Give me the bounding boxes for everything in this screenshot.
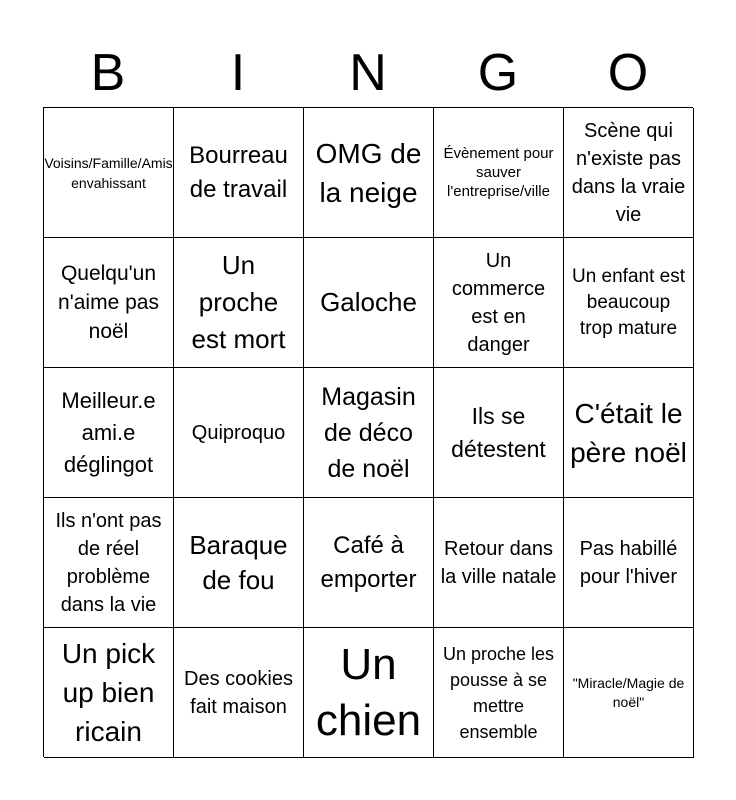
header-letter-n: N xyxy=(349,44,387,102)
bingo-cell-r4c2[interactable] xyxy=(174,498,304,628)
bingo-cell-r3c4[interactable] xyxy=(434,368,564,498)
header-letter-b: B xyxy=(90,44,126,102)
bingo-cell-text: Galoche xyxy=(320,287,417,317)
bingo-cell-r5c4[interactable] xyxy=(434,628,564,758)
bingo-cell-r3c1[interactable] xyxy=(44,368,174,498)
bingo-cell-r1c5[interactable] xyxy=(564,108,694,238)
bingo-cell-text: Voisins/Famille/Amis envahissant xyxy=(44,154,173,191)
bingo-cell-text: Pas habillé pour l'hiver xyxy=(579,537,678,588)
bingo-cell-r4c5[interactable] xyxy=(564,498,694,628)
bingo-cell-text: Retour dans la ville natale xyxy=(440,537,557,588)
bingo-cell-r2c2[interactable] xyxy=(174,238,304,368)
bingo-cell-text: Ils n'ont pas de réel problème dans la vie xyxy=(55,509,162,616)
bingo-cell-text: Un proche les pousse à se mettre ensemble xyxy=(442,643,555,742)
bingo-cell-text: Bourreau de travail xyxy=(189,141,288,203)
bingo-cell-text: Meilleur.e ami.e déglingot xyxy=(61,387,156,477)
bingo-cell-text: Un pick up bien ricain xyxy=(61,638,156,747)
bingo-cell-text: Des cookies fait maison xyxy=(184,667,293,718)
bingo-cell-text: Un chien xyxy=(315,639,422,745)
bingo-cell-text: Quiproquo xyxy=(191,421,286,444)
bingo-cell-text: Magasin de déco de noël xyxy=(321,382,416,483)
bingo-cell-r4c1[interactable] xyxy=(44,498,174,628)
bingo-cell-r4c3[interactable] xyxy=(304,498,434,628)
bingo-cell-r2c4[interactable] xyxy=(434,238,564,368)
header-letter-g: G xyxy=(477,44,519,102)
bingo-cell-r1c2[interactable] xyxy=(174,108,304,238)
bingo-cell-text: Un commerce est en danger xyxy=(451,249,546,356)
bingo-cell-r2c1[interactable] xyxy=(44,238,174,368)
bingo-cell-r3c2[interactable] xyxy=(174,368,304,498)
bingo-cell-r1c1[interactable] xyxy=(44,108,174,238)
bingo-cell-r5c3[interactable] xyxy=(304,628,434,758)
bingo-cell-r1c3[interactable] xyxy=(304,108,434,238)
bingo-cell-text: "Miracle/Magie de noël" xyxy=(572,674,685,710)
bingo-header xyxy=(43,40,693,106)
bingo-cell-text: Baraque de fou xyxy=(189,529,288,595)
bingo-cell-r1c4[interactable] xyxy=(434,108,564,238)
bingo-cell-r3c3[interactable] xyxy=(304,368,434,498)
bingo-cell-r5c1[interactable] xyxy=(44,628,174,758)
header-letter-o: O xyxy=(607,44,649,102)
bingo-cell-text: Évènement pour sauver l'entreprise/ville xyxy=(443,145,554,200)
bingo-cell-text: OMG de la neige xyxy=(315,137,422,208)
bingo-cell-r2c3[interactable] xyxy=(304,238,434,368)
bingo-cell-text: Café à emporter xyxy=(320,531,417,593)
bingo-cell-text: Ils se détestent xyxy=(451,402,546,462)
bingo-cell-text: Quelqu'un n'aime pas noël xyxy=(58,262,159,343)
bingo-cell-r5c5[interactable] xyxy=(564,628,694,758)
bingo-cell-text: Scène qui n'existe pas dans la vraie vie xyxy=(571,119,686,226)
header-letter-i: I xyxy=(230,44,246,102)
bingo-grid xyxy=(43,107,693,757)
bingo-cell-text: Un proche est mort xyxy=(191,250,286,354)
bingo-cell-r5c2[interactable] xyxy=(174,628,304,758)
bingo-cell-r4c4[interactable] xyxy=(434,498,564,628)
bingo-cell-text: Un enfant est beaucoup trop mature xyxy=(571,265,686,339)
bingo-cell-r3c5[interactable] xyxy=(564,368,694,498)
bingo-cell-text: C'était le père noël xyxy=(570,397,687,468)
bingo-cell-r2c5[interactable] xyxy=(564,238,694,368)
